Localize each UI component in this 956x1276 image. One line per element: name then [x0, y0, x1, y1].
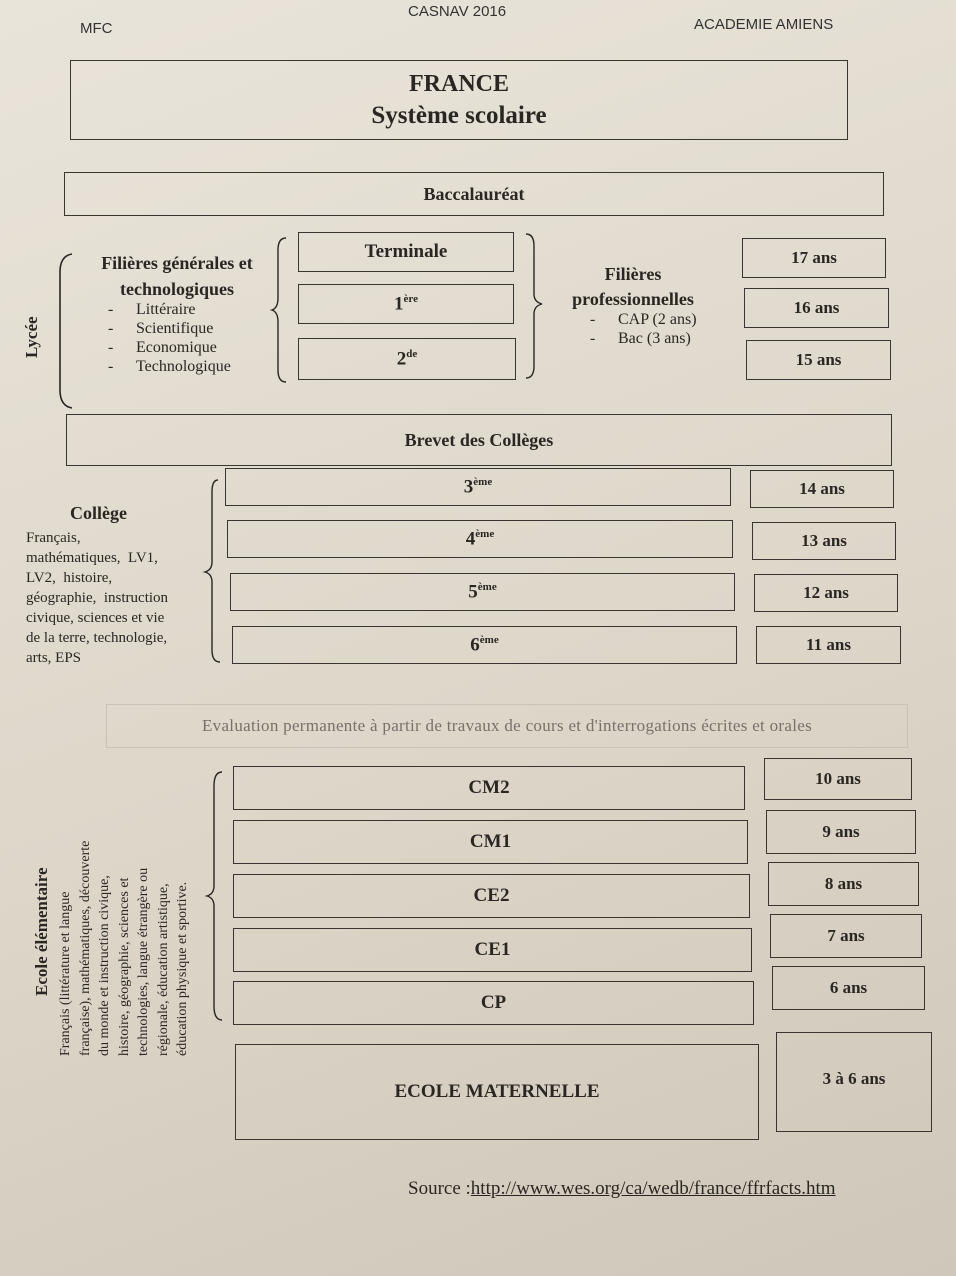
title-line2: Système scolaire	[371, 102, 547, 129]
level-ce2	[233, 874, 750, 918]
elementaire-desc-line: du monde et instruction civique,	[97, 875, 112, 1056]
pro-title-line2: professionnelles	[572, 289, 694, 309]
level-label: 5	[468, 581, 478, 603]
level-label: 1	[394, 293, 404, 315]
college-line: de la terre, technologie,	[26, 630, 168, 646]
elementaire-brace	[204, 770, 226, 1022]
age-label: 16 ans	[793, 298, 840, 317]
age-label: 6 ans	[829, 978, 868, 997]
age-box	[756, 626, 901, 664]
level-label: CP	[480, 992, 507, 1013]
elementaire-desc-line: technologies, langue étrangère ou	[136, 867, 151, 1056]
level-sup: ème	[479, 633, 499, 646]
age-box	[772, 966, 925, 1010]
level-label: 6	[470, 634, 480, 656]
age-box	[750, 470, 894, 508]
level-sup: ème	[475, 527, 495, 540]
level-sup: de	[406, 347, 418, 360]
level-terminale	[298, 232, 514, 272]
age-label: 10 ans	[815, 769, 861, 788]
age-box	[764, 758, 912, 800]
evaluation-box	[106, 704, 908, 748]
age-box	[752, 522, 896, 560]
source-label: Source :	[408, 1178, 471, 1199]
level-label: CE1	[474, 939, 511, 960]
elementaire-desc-line: histoire, géographie, sciences et	[116, 877, 132, 1056]
level-label: Terminale	[364, 241, 448, 262]
age-label: 11 ans	[806, 635, 851, 654]
lycee-right-brace	[524, 232, 546, 380]
age-label: 13 ans	[801, 531, 847, 550]
college-line: LV2, histoire,	[26, 570, 113, 586]
source-link[interactable]: http://www.wes.org/ca/wedb/france/ffrfacts.htm	[470, 1178, 836, 1199]
level-label: 3	[463, 476, 474, 498]
general-item: - Technologique	[104, 357, 231, 376]
baccalaureat-box	[64, 172, 884, 216]
level-sup: ème	[473, 475, 493, 488]
lycee-label: Lycée	[22, 316, 41, 358]
elementaire-desc-line: Français (littérature et langue	[58, 891, 73, 1056]
source-line	[408, 1178, 836, 1200]
age-label: 14 ans	[799, 479, 845, 498]
baccalaureat-label: Baccalauréat	[423, 183, 525, 204]
level-cm1	[233, 820, 748, 864]
header-right: ACADEMIE AMIENS	[694, 16, 834, 33]
level-seconde	[298, 338, 516, 380]
pro-list	[586, 310, 697, 348]
level-cp	[233, 981, 754, 1025]
age-box	[754, 574, 898, 612]
college-brace	[202, 478, 222, 664]
lycee-brace	[56, 252, 76, 410]
brevet-box	[66, 414, 892, 466]
level-label: CE2	[473, 885, 510, 906]
age-label: 12 ans	[803, 583, 849, 602]
level-6eme	[232, 626, 737, 664]
elementaire-desc-line: éducation physique et sportive.	[175, 881, 190, 1056]
pro-title	[556, 262, 710, 312]
college-line: mathématiques, LV1,	[26, 550, 158, 566]
age-label: 8 ans	[824, 874, 863, 893]
pro-title-line1: Filières	[604, 264, 662, 284]
elementaire-desc-line: régionale, éducation artistique,	[155, 883, 171, 1056]
age-box	[768, 862, 919, 906]
lycee-left-brace	[270, 236, 290, 384]
elementaire-label: Ecole élémentaire	[32, 867, 51, 996]
age-box	[744, 288, 889, 328]
pro-item: - CAP (2 ans)	[586, 310, 697, 329]
general-item: - Scientifique	[104, 319, 231, 338]
general-item: - Littéraire	[104, 300, 231, 319]
level-5eme	[230, 573, 735, 611]
elementaire-desc-line: française), mathématiques, découverte	[77, 840, 93, 1056]
age-label: 15 ans	[795, 350, 842, 369]
age-box	[746, 340, 891, 380]
header-center: CASNAV 2016	[408, 3, 507, 20]
level-sup: ère	[403, 292, 418, 305]
age-label: 9 ans	[822, 822, 860, 841]
level-4eme	[227, 520, 733, 558]
level-ce1	[233, 928, 752, 972]
age-label: 7 ans	[827, 926, 865, 945]
general-title-line2: technologiques	[119, 279, 234, 299]
college-subjects	[26, 528, 190, 668]
college-line: civique, sciences et vie	[26, 610, 165, 626]
age-box	[742, 238, 886, 278]
age-label: 17 ans	[791, 248, 837, 267]
level-label: 2	[396, 348, 407, 370]
level-label: 4	[465, 528, 476, 550]
college-line: arts, EPS	[26, 650, 82, 666]
level-label: CM2	[468, 777, 510, 798]
title-box	[70, 60, 848, 140]
level-premiere	[298, 284, 514, 324]
age-label: 3 à 6 ans	[822, 1069, 886, 1088]
pro-item: - Bac (3 ans)	[586, 329, 697, 348]
level-label: CM1	[469, 831, 512, 852]
header-left: MFC	[80, 20, 113, 37]
brevet-label: Brevet des Collèges	[404, 429, 554, 450]
general-list	[104, 300, 231, 376]
level-cm2	[233, 766, 745, 810]
general-item: - Economique	[104, 338, 231, 357]
evaluation-label: Evaluation permanente à partir de travaux de cours et d'interrogations écrites et orales	[201, 716, 813, 735]
level-3eme	[225, 468, 731, 506]
college-line: géographie, instruction	[26, 590, 169, 606]
college-line: Français,	[26, 530, 81, 546]
maternelle-box	[235, 1044, 759, 1140]
age-box	[766, 810, 916, 854]
maternelle-label: ECOLE MATERNELLE	[394, 1081, 600, 1102]
elementaire-desc	[56, 780, 192, 1056]
general-title-line1: Filières générales et	[101, 253, 253, 273]
general-title	[82, 250, 272, 302]
level-sup: ème	[477, 580, 497, 593]
maternelle-age-box	[776, 1032, 932, 1132]
college-label: Collège	[70, 503, 127, 523]
age-box	[770, 914, 922, 958]
title-line1: FRANCE	[409, 71, 509, 97]
